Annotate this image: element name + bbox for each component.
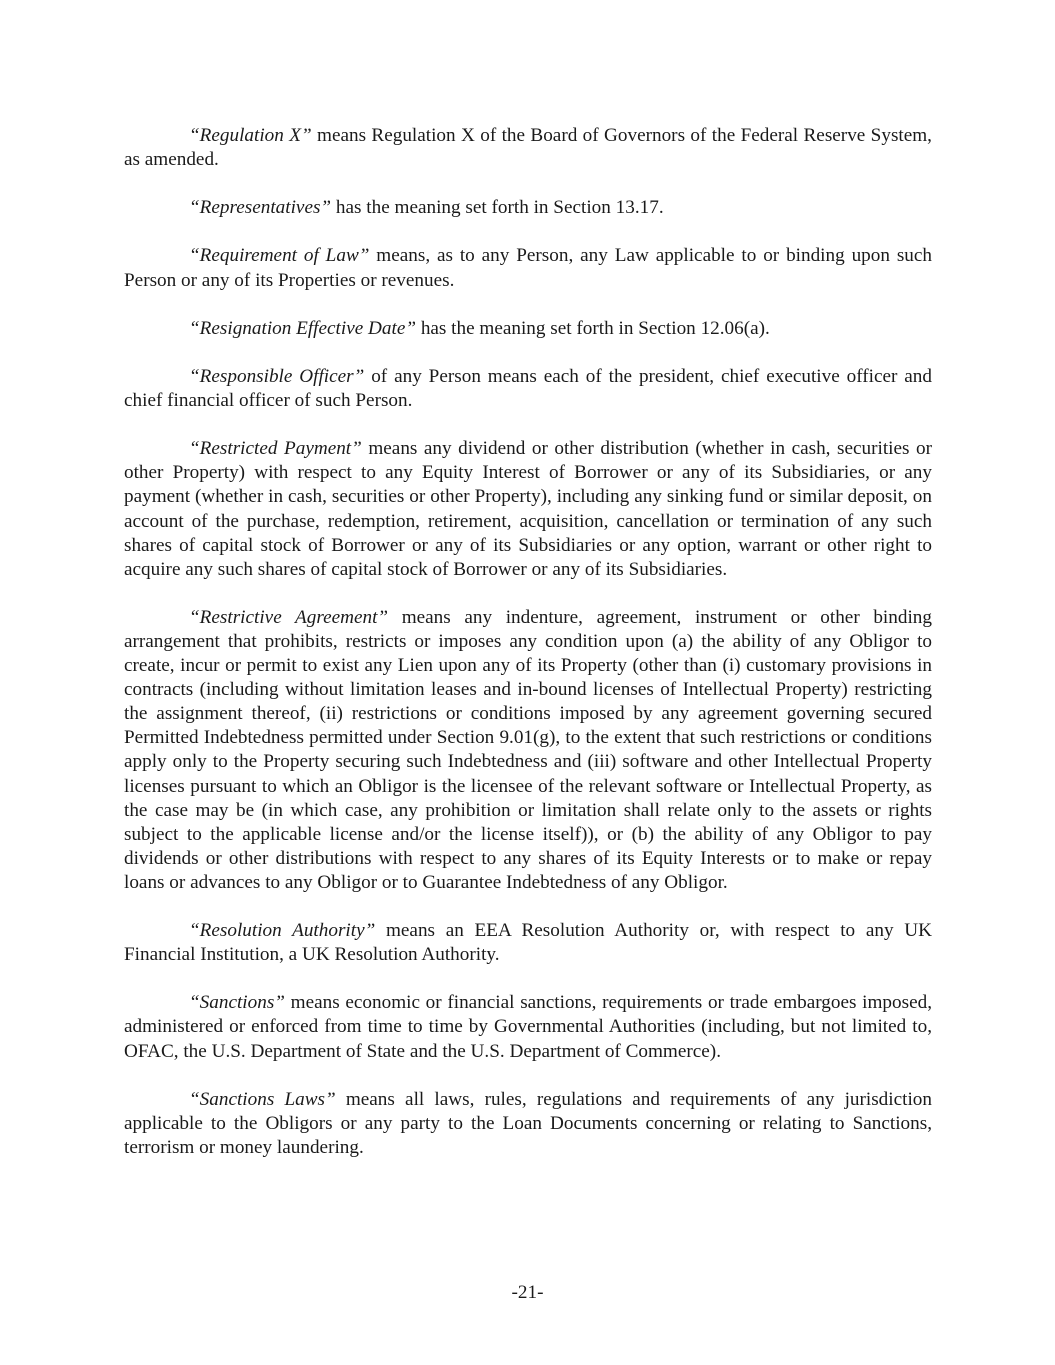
definition-text: means any dividend or other distribution (whether in cash, securities or other Property) with respect to any Equity Interest of Borrower or any of its Subsidiaries, or any payment (whether in cash, securities or other Property), including any sinking fund or similar deposit, on account of the purchase, redemption, retirement, acquisition, cancellation or termination of any such shares of capital stock of Borrower or any of its Subsidiaries or any option, warrant or other right to acquire any such shares of capital stock of Borrower or any of its Subsidiaries. [124,438,932,580]
definition-regulation-x [124,124,932,172]
definition-text: has the meaning set forth in Section 12.06(a). [416,317,770,339]
definitions-section [124,124,932,1184]
defined-term: “Resignation Effective Date” [189,317,417,339]
definition-resignation-effective-date [124,317,932,341]
defined-term: “Resolution Authority” [189,920,376,942]
defined-term: “Restricted Payment” [189,438,362,460]
definition-text: means all laws, rules, regulations and requirements of any jurisdiction applicable to the Obligors or any party to the Loan Documents concerning or relating to Sanctions, terrorism or money laundering. [124,1088,932,1158]
definition-text: means, as to any Person, any Law applicable to or binding upon such Person or any of its Properties or revenues. [124,245,933,291]
definition-requirement-of-law [124,244,932,292]
defined-term: “Restrictive Agreement” [189,606,389,628]
definition-sanctions [124,991,932,1063]
definition-text: has the meaning set forth in Section 13.17. [331,197,664,219]
definition-text: means any indenture, agreement, instrument or other binding arrangement that prohibits, restricts or imposes any condition upon (a) the ability of any Obligor to create, incur or permit to exist any Lien upon any of its Property (other than (i) customary provisions in contracts (including without limitation leases and in-bound licenses of Intellectual Property) restricting the assignment thereof, (ii) restrictions or conditions imposed by any agreement governing secured Permitted Indebtedness permitted under Section 9.01(g), to the extent that such restrictions or conditions apply only to the Property securing such Indebtedness and (iii) software and other Intellectual Property licenses pursuant to which an Obligor is the licensee of the relevant software or Intellectual Property, as the case may be (in which case, any prohibition or limitation shall relate only to the assets or rights subject to the applicable license and/or the license itself)), or (b) the ability of any Obligor to pay dividends or other distributions with respect to any shares of its Equity Interests or to make or repay loans or advances to any Obligor or to Guarantee Indebtedness of any Obligor. [124,606,932,893]
defined-term: “Requirement of Law” [189,245,370,267]
definition-restricted-payment [124,437,932,582]
defined-term: “Representatives” [189,197,332,219]
definition-sanctions-laws [124,1088,932,1160]
definition-text: means an EEA Resolution Authority or, with respect to any UK Financial Institution, a UK Resolution Authority. [124,920,932,966]
definition-resolution-authority [124,919,932,967]
definition-text: means economic or financial sanctions, requirements or trade embargoes imposed, administered or enforced from time to time by Governmental Authorities (including, but not limited to, OFAC, the U.S. Department of State and the U.S. Department of Commerce). [124,992,932,1062]
definition-text: means Regulation X of the Board of Governors of the Federal Reserve System, as amended. [124,125,932,171]
definition-representatives [124,196,932,220]
defined-term: “Responsible Officer” [189,365,365,387]
definition-responsible-officer [124,365,932,413]
page-number: -21- [511,1282,544,1303]
defined-term: “Regulation X” [189,125,312,146]
definition-text: of any Person means each of the president, chief executive officer and chief financial officer of such Person. [124,365,932,412]
defined-term: “Sanctions” [189,992,285,1014]
defined-term: “Sanctions Laws” [189,1088,336,1110]
definition-restrictive-agreement [124,606,932,895]
